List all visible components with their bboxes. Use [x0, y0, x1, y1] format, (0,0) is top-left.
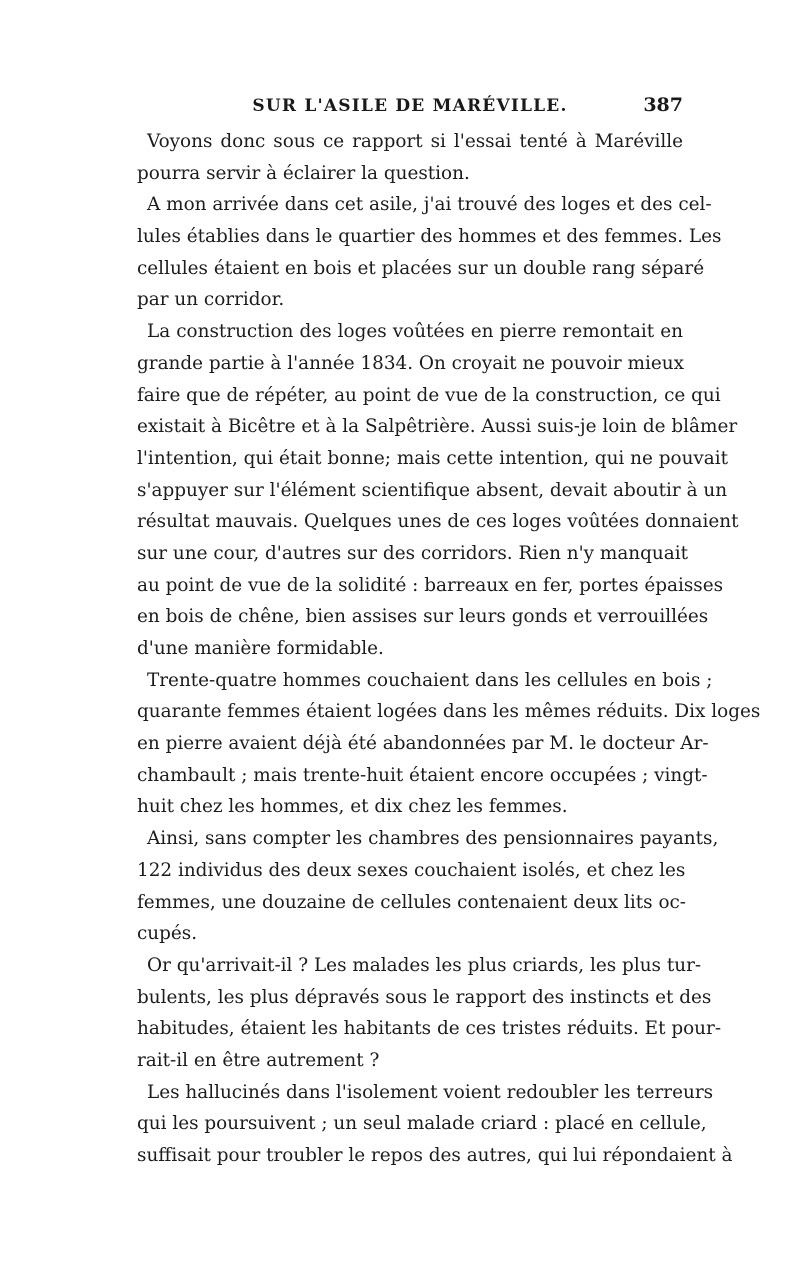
text-line: Trente-quatre hommes couchaient dans les cellules en bois ;	[147, 669, 713, 691]
text-line: en bois de chêne, bien assises sur leurs gonds et verrouillées	[137, 606, 709, 628]
page-header	[137, 94, 683, 124]
text-line: La construction des loges voûtées en pierre remontait en	[147, 321, 683, 343]
text-line: femmes, une douzaine de cellules contenaient deux lits oc-	[137, 891, 687, 913]
body-text	[137, 126, 761, 1172]
text-line: sur une cour, d'autres sur des corridors. Rien n'y manquait	[137, 542, 688, 564]
text-line: qui les poursuivent ; un seul malade criard : placé en cellule,	[137, 1113, 707, 1135]
text-line: au point de vue de la solidité : barreaux en fer, portes épaisses	[137, 574, 724, 596]
text-line: huit chez les hommes, et dix chez les femmes.	[137, 796, 568, 818]
text-line: lules établies dans le quartier des hommes et des femmes. Les	[137, 226, 722, 248]
text-line: cellules étaient en bois et placées sur un double rang séparé	[137, 257, 705, 279]
text-line: s'appuyer sur l'élément scientifique absent, devait aboutir à un	[137, 479, 728, 501]
text-line: rait-il en être autrement ?	[137, 1049, 380, 1071]
text-line: cupés.	[137, 923, 198, 945]
text-line: chambault ; mais trente-huit étaient encore occupées ; vingt-	[137, 764, 708, 786]
text-line: pourra servir à éclairer la question.	[137, 162, 470, 184]
text-line: résultat mauvais. Quelques unes de ces loges voûtées donnaient	[137, 511, 739, 533]
text-line: Les hallucinés dans l'isolement voient redoubler les terreurs	[147, 1081, 714, 1103]
text-line: existait à Bicêtre et à la Salpêtrière. Aussi suis-je loin de blâmer	[137, 416, 738, 438]
text-line: bulents, les plus dépravés sous le rapport des instincts et des	[137, 986, 712, 1008]
text-line: Voyons donc sous ce rapport si l'essai tenté à Maréville	[147, 131, 683, 152]
text-line: l'intention, qui était bonne; mais cette intention, qui ne pouvait	[137, 447, 729, 469]
text-line: d'une manière formidable.	[137, 638, 384, 659]
text-line: par un corridor.	[137, 289, 285, 311]
text-line: faire que de répéter, au point de vue de la construction, ce qui	[137, 384, 721, 406]
text-line: grande partie à l'année 1834. On croyait ne pouvoir mieux	[137, 352, 684, 374]
text-line: habitudes, étaient les habitants de ces tristes réduits. Et pour-	[137, 1018, 722, 1040]
text-line: 122 individus des deux sexes couchaient isolés, et chez les	[137, 859, 686, 881]
text-line: A mon arrivée dans cet asile, j'ai trouvé des loges et des cel-	[147, 194, 712, 216]
page-number: 387	[643, 94, 683, 116]
text-line: en pierre avaient déjà été abandonnées par M. le docteur Ar-	[137, 733, 709, 755]
text-line: quarante femmes étaient logées dans les mêmes réduits. Dix loges	[137, 701, 761, 723]
text-line: suffisait pour troubler le repos des autres, qui lui répondaient à	[137, 1145, 733, 1166]
text-line: Ainsi, sans compter les chambres des pensionnaires payants,	[147, 828, 719, 850]
text-line: Or qu'arrivait-il ? Les malades les plus criards, les plus tur-	[147, 954, 702, 976]
running-title: SUR L'ASILE DE MARÉVILLE.	[252, 96, 568, 116]
